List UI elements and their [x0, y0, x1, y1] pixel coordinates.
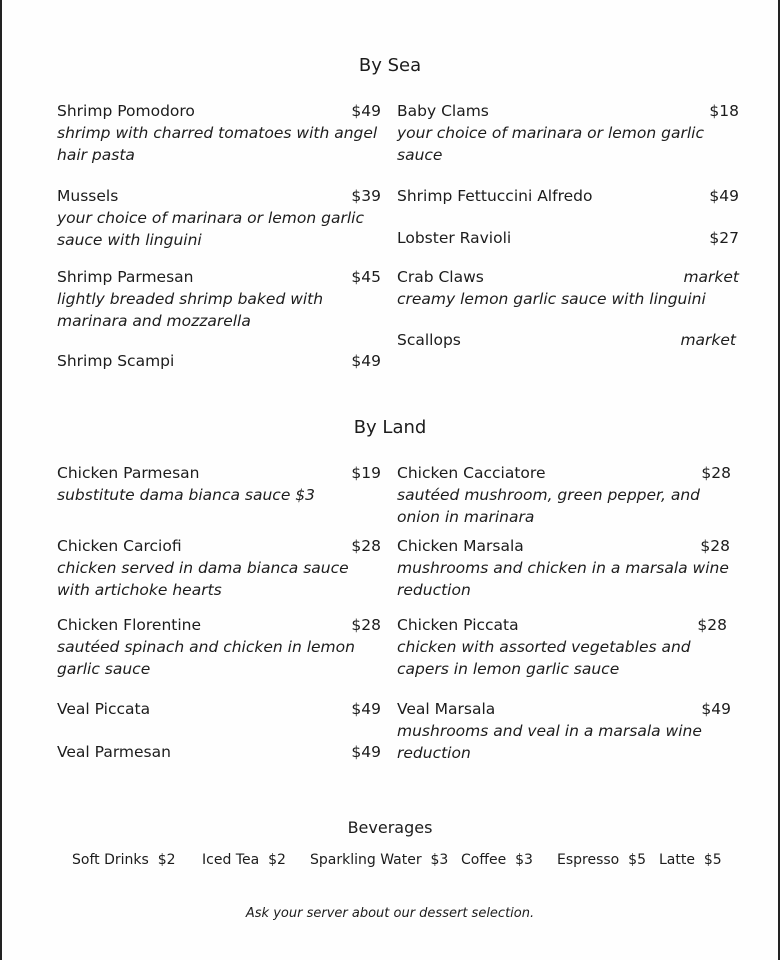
- item-price: $49: [351, 743, 381, 761]
- beverage-price: $5: [703, 852, 722, 868]
- beverage-name: Coffee: [461, 852, 507, 868]
- beverage-price: $5: [628, 852, 646, 868]
- menu-item: [57, 700, 381, 721]
- beverage-item: [202, 852, 286, 868]
- item-price: $49: [351, 352, 381, 370]
- item-price: $49: [351, 700, 381, 718]
- menu-item: [397, 331, 736, 352]
- item-name: Chicken Piccata: [397, 616, 519, 634]
- item-price: $28: [351, 616, 381, 634]
- menu-item: [57, 352, 381, 373]
- beverage-price: $3: [515, 852, 533, 868]
- item-name: Crab Claws: [397, 268, 484, 286]
- item-name: Veal Marsala: [397, 700, 496, 718]
- beverage-name: Iced Tea: [202, 852, 260, 868]
- item-description: creamy lemon garlic sauce with linguini: [397, 290, 706, 308]
- menu-item: [57, 268, 381, 332]
- item-description: shrimp with charred tomatoes with angel hair pasta: [57, 124, 378, 164]
- beverage-name: Latte: [659, 852, 695, 868]
- item-description: your choice of marinara or lemon garlic sauce: [397, 124, 704, 164]
- item-price: market: [680, 331, 736, 349]
- item-price: market: [683, 268, 739, 286]
- menu-item: [397, 229, 739, 250]
- item-price: $45: [351, 268, 381, 286]
- item-name: Scallops: [397, 331, 461, 349]
- item-price: $27: [709, 229, 739, 247]
- page-border-left: [0, 0, 2, 960]
- item-description: chicken with assorted vegetables and capers in lemon garlic sauce: [397, 638, 691, 678]
- beverage-price: $2: [268, 852, 286, 868]
- menu-item: [57, 616, 381, 680]
- menu-item: [57, 187, 381, 251]
- item-description: your choice of marinara or lemon garlic sauce with linguini: [57, 209, 364, 249]
- item-name: Mussels: [57, 187, 119, 205]
- beverage-item: [557, 852, 646, 868]
- item-price: $28: [701, 464, 731, 482]
- menu-item: [397, 616, 727, 680]
- beverage-price: $3: [430, 852, 449, 868]
- menu-item: [397, 464, 731, 528]
- item-price: $18: [709, 102, 739, 120]
- menu-item: [397, 102, 739, 166]
- item-name: Shrimp Scampi: [57, 352, 175, 370]
- menu-item: [57, 102, 381, 166]
- section-title-beverages: Beverages: [347, 818, 433, 837]
- item-price: $49: [351, 102, 381, 120]
- item-name: Shrimp Fettuccini Alfredo: [397, 187, 593, 205]
- item-name: Lobster Ravioli: [397, 229, 512, 247]
- menu-item: [397, 537, 730, 601]
- item-name: Baby Clams: [397, 102, 489, 120]
- item-name: Veal Piccata: [57, 700, 151, 718]
- beverage-price: $2: [157, 852, 176, 868]
- beverage-name: Soft Drinks: [72, 852, 149, 868]
- item-name: Chicken Florentine: [57, 616, 202, 634]
- menu-item: [397, 187, 739, 208]
- item-price: $28: [700, 537, 730, 555]
- item-description: lightly breaded shrimp baked with marinara and mozzarella: [57, 290, 324, 330]
- section-title-land: By Land: [353, 417, 427, 438]
- item-name: Veal Parmesan: [57, 743, 171, 761]
- item-name: Shrimp Parmesan: [57, 268, 194, 286]
- item-price: $28: [351, 537, 381, 555]
- menu-item: [57, 537, 381, 601]
- item-description: sautéed spinach and chicken in lemon garlic sauce: [57, 638, 355, 678]
- dessert-note: Ask your server about our dessert selection.: [245, 906, 535, 921]
- item-description: chicken served in dama bianca sauce with artichoke hearts: [57, 559, 349, 599]
- menu-item: [397, 268, 739, 311]
- item-description: mushrooms and chicken in a marsala wine reduction: [397, 559, 729, 599]
- item-description: mushrooms and veal in a marsala wine reduction: [397, 722, 702, 762]
- item-description: substitute dama bianca sauce $3: [57, 486, 316, 504]
- item-price: $49: [709, 187, 739, 205]
- beverage-item: [659, 852, 722, 868]
- item-price: $19: [351, 464, 381, 482]
- beverage-name: Espresso: [557, 852, 620, 868]
- beverage-item: [72, 852, 176, 868]
- item-name: Shrimp Pomodoro: [57, 102, 195, 120]
- item-price: $49: [701, 700, 731, 718]
- beverage-item: [310, 852, 448, 868]
- beverage-name: Sparkling Water: [310, 852, 422, 868]
- item-description: sautéed mushroom, green pepper, and onion in marinara: [397, 486, 701, 526]
- item-price: $28: [697, 616, 727, 634]
- item-name: Chicken Marsala: [397, 537, 524, 555]
- item-price: $39: [351, 187, 381, 205]
- item-name: Chicken Cacciatore: [397, 464, 546, 482]
- item-name: Chicken Carciofi: [57, 537, 182, 555]
- menu-item: [397, 700, 731, 764]
- item-name: Chicken Parmesan: [57, 464, 200, 482]
- menu-item: [57, 464, 381, 507]
- menu-item: [57, 743, 381, 764]
- section-title-sea: By Sea: [358, 55, 422, 76]
- beverage-item: [461, 852, 533, 868]
